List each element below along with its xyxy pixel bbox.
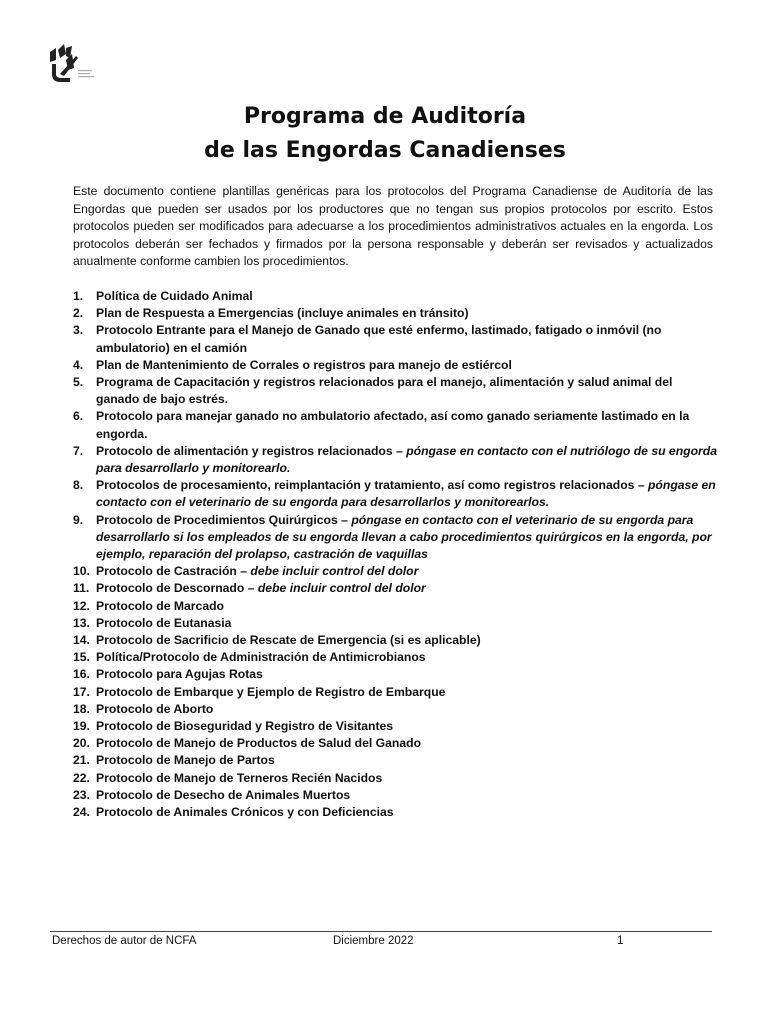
page-title (0, 100, 770, 168)
list-item-number: 4. (73, 357, 84, 372)
list-item-text: Protocolo Entrante para el Manejo de Ganado que esté enfermo, lastimado, fatigado o inmóvil (no ambulatorio) en el camión (96, 323, 662, 355)
ncfa-logo (46, 44, 102, 84)
list-item (73, 684, 718, 701)
list-item (73, 701, 718, 718)
list-item-number: 15. (73, 650, 90, 665)
list-item (73, 598, 718, 615)
list-item-number: 9. (73, 512, 84, 527)
list-item-text: Protocolo para manejar ganado no ambulatorio afectado, así como ganado seriamente lastimado en la engorda. (96, 409, 690, 441)
title-line-2: de las Engordas Canadienses (204, 138, 566, 163)
list-item-text: Protocolo de Eutanasia (96, 615, 232, 630)
page-number: 1 (617, 935, 624, 947)
list-item-note: debe incluir control del dolor (250, 564, 419, 579)
list-item-note: póngase en contacto con el nutriólogo de su engorda para desarrollarlo y monitorearlo. (96, 443, 718, 476)
list-item-text: Protocolo de Sacrificio de Rescate de Emergencia (si es aplicable) (96, 633, 481, 648)
list-item-text: Protocolo de Marcado (96, 598, 224, 613)
list-item (73, 563, 718, 580)
list-item (73, 512, 718, 564)
list-item (73, 374, 718, 408)
list-item-note: póngase en contacto con el veterinario de su engorda para desarrollarlo si los empleados de su engorda llevan a cabo procedimientos quirúrgicos en la engorda, por ejemplo, reparación del prolapso, castración de vaquillas (96, 512, 712, 562)
list-item (73, 357, 718, 374)
list-item-number: 3. (73, 323, 84, 338)
list-item-number: 2. (73, 306, 84, 321)
list-item (73, 787, 718, 804)
footer-divider (50, 931, 712, 932)
list-item (73, 649, 718, 666)
list-item-number: 11. (73, 581, 90, 596)
list-item (73, 804, 718, 821)
list-item-text: Política/Protocolo de Administración de Antimicrobianos (96, 650, 426, 665)
list-item-text: Protocolo de Manejo de Terneros Recién Nacidos (96, 770, 383, 785)
list-item-text: Protocolo de Desecho de Animales Muertos (96, 787, 351, 802)
list-item (73, 666, 718, 683)
list-item-number: 7. (73, 443, 84, 458)
list-item-number: 8. (73, 478, 84, 493)
list-item (73, 752, 718, 769)
list-item-text: Política de Cuidado Animal (96, 289, 253, 303)
list-item (73, 477, 718, 511)
list-item-text: Protocolo de Animales Crónicos y con Deficiencias (96, 805, 394, 820)
list-item-text: Protocolo de Aborto (96, 701, 214, 716)
list-item-text: Programa de Capacitación y registros relacionados para el manejo, alimentación y salud animal del ganado de bajo estrés. (96, 375, 673, 407)
list-item (73, 443, 718, 477)
list-item-text: Protocolos de procesamiento, reimplantación y tratamiento, así como registros relacionados – (96, 478, 648, 493)
list-item (73, 770, 718, 787)
list-item-number: 18. (73, 701, 90, 716)
list-item-number: 24. (73, 805, 90, 820)
list-item-number: 20. (73, 736, 90, 751)
list-item (73, 322, 718, 356)
list-item-text: Plan de Mantenimiento de Corrales o registros para manejo de estiércol (96, 357, 512, 372)
list-item-number: 21. (73, 753, 90, 768)
list-item-text: Protocolo de Castración – (96, 564, 251, 579)
list-item-note: debe incluir control del dolor (257, 581, 426, 596)
list-item (73, 632, 718, 649)
list-item-number: 10. (73, 564, 90, 579)
list-item-number: 14. (73, 633, 90, 648)
footer-copyright: Derechos de autor de NCFA (52, 935, 197, 947)
list-item-text: Protocolo de Descornado – (96, 581, 258, 596)
list-item (73, 615, 718, 632)
list-item-text: Protocolo de Bioseguridad y Registro de Visitantes (96, 719, 394, 734)
list-item-number: 16. (73, 667, 90, 682)
protocol-list (73, 288, 718, 821)
list-item (73, 735, 718, 752)
list-item (73, 305, 718, 322)
list-item-number: 5. (73, 375, 84, 390)
list-item-text: Protocolo de Procedimientos Quirúrgicos – (96, 512, 352, 527)
list-item (73, 718, 718, 735)
list-item-number: 19. (73, 719, 90, 734)
list-item-text: Protocolo de Manejo de Partos (96, 753, 275, 768)
list-item-number: 12. (73, 598, 90, 613)
list-item-number: 17. (73, 684, 90, 699)
list-item-number: 23. (73, 787, 90, 802)
list-item-text: Protocolo de alimentación y registros relacionados – (96, 443, 407, 458)
list-item-text: Protocolo para Agujas Rotas (96, 667, 263, 682)
footer-date: Diciembre 2022 (333, 935, 414, 947)
list-item-number: 13. (73, 615, 90, 630)
list-item-text: Protocolo de Manejo de Productos de Salud del Ganado (96, 736, 422, 751)
list-item-number: 1. (73, 289, 84, 303)
list-item (73, 580, 718, 597)
list-item-number: 6. (73, 409, 84, 424)
list-item (73, 288, 718, 305)
title-line-1: Programa de Auditoría (243, 104, 527, 129)
list-item-note: póngase en contacto con el veterinario de su engorda para desarrollarlos y monitorearlos. (96, 478, 716, 510)
list-item-text: Protocolo de Embarque y Ejemplo de Registro de Embarque (96, 684, 446, 699)
intro-paragraph: Este documento contiene plantillas genéricas para los protocolos del Programa Canadiense de Auditoría de las Engordas que pueden ser usados por los productores que no tengan sus propios protocolos por escrito. Estos protocolos pueden ser modificados para adecuarse a los procedimientos administrativos actuales en la engorda. Los protocolos deberán ser fechados y firmados por la persona responsable y deberán ser revisados y actualizados anualmente conforme cambien los procedimientos. (73, 184, 713, 269)
list-item-number: 22. (73, 770, 90, 785)
list-item (73, 408, 718, 442)
list-item-text: Plan de Respuesta a Emergencias (incluye animales en tránsito) (96, 306, 469, 321)
